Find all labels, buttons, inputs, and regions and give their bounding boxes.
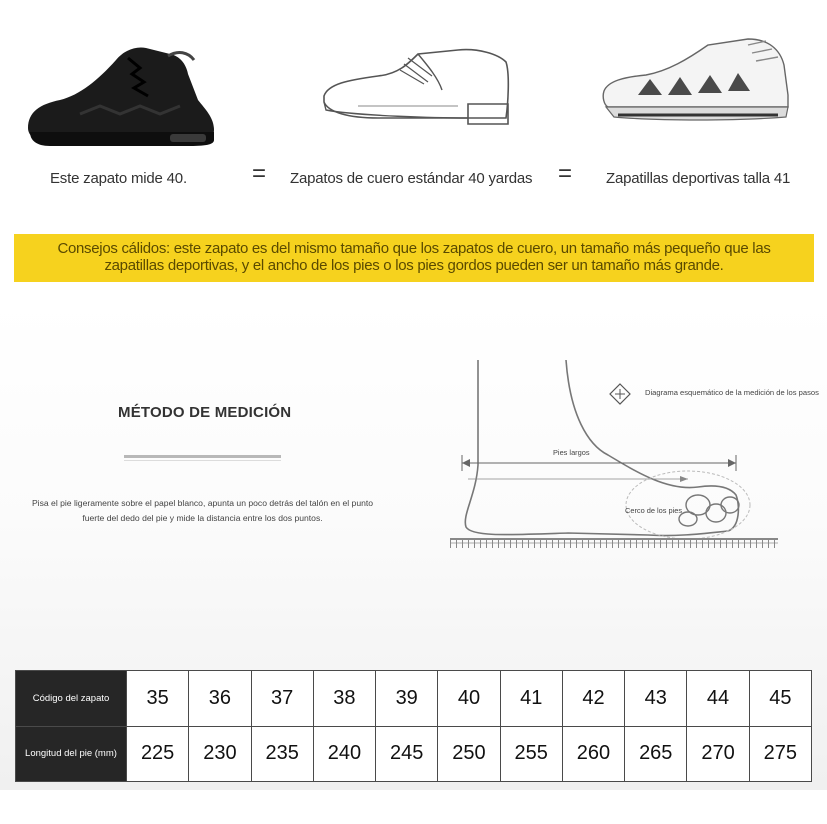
length-cell: 270 — [687, 726, 749, 782]
size-cell: 44 — [687, 671, 749, 727]
size-cell: 39 — [376, 671, 438, 727]
length-cell: 235 — [251, 726, 313, 782]
crosshair-icon — [609, 383, 631, 410]
sports-shoe-size-label: Zapatillas deportivas talla 41 — [606, 170, 791, 187]
this-shoe-size-label: Este zapato mide 40. — [50, 170, 187, 187]
table-row — [16, 671, 812, 727]
length-cell: 250 — [438, 726, 500, 782]
length-cell: 230 — [189, 726, 251, 782]
size-table — [15, 670, 812, 782]
ruler-ticks — [450, 540, 778, 548]
size-cell: 35 — [127, 671, 189, 727]
bottom-margin — [0, 792, 827, 824]
equals-sign: = — [252, 160, 267, 187]
tip-line-1: Consejos cálidos: este zapato es del mismo tamaño que los zapatos de cuero, un tamaño más pequeño que las — [57, 240, 771, 257]
leather-shoe-icon — [318, 44, 518, 134]
toe-circle-label: Cerco de los pies — [625, 506, 683, 515]
length-cell: 225 — [127, 726, 189, 782]
tip-text — [14, 240, 814, 274]
method-description: Pisa el pie ligeramente sobre el papel blanco, apunta un poco detrás del talón en el punto fuerte del dedo del pie y mide la distancia entre los dos puntos. — [31, 498, 374, 523]
size-cell: 45 — [749, 671, 811, 727]
size-cell: 37 — [251, 671, 313, 727]
size-cell: 38 — [313, 671, 375, 727]
length-cell: 265 — [625, 726, 687, 782]
sneaker-black-icon — [20, 40, 220, 155]
leather-shoe-size-label: Zapatos de cuero estándar 40 yardas — [290, 170, 533, 187]
table-row-header: Longitud del pie (mm) — [16, 726, 127, 782]
equals-sign: = — [558, 160, 573, 187]
foot-length-label: Pies largos — [553, 448, 590, 457]
size-cell: 42 — [562, 671, 624, 727]
tip-banner — [14, 234, 814, 282]
length-cell: 240 — [313, 726, 375, 782]
length-cell: 260 — [562, 726, 624, 782]
size-cell: 40 — [438, 671, 500, 727]
diagram-legend: Diagrama esquemático de la medición de los pasos — [645, 388, 819, 397]
size-cell: 41 — [500, 671, 562, 727]
length-cell: 255 — [500, 726, 562, 782]
table-row — [16, 726, 812, 782]
table-row-header: Código del zapato — [16, 671, 127, 727]
running-shoe-icon — [598, 35, 793, 130]
size-cell: 36 — [189, 671, 251, 727]
divider — [124, 460, 281, 461]
tip-line-2: zapatillas deportivas, y el ancho de los pies o los pies gordos pueden ser un tamaño más grande. — [104, 257, 724, 274]
size-cell: 43 — [625, 671, 687, 727]
length-cell: 245 — [376, 726, 438, 782]
method-title: MÉTODO DE MEDICIÓN — [118, 404, 292, 421]
divider — [124, 455, 281, 458]
length-cell: 275 — [749, 726, 811, 782]
